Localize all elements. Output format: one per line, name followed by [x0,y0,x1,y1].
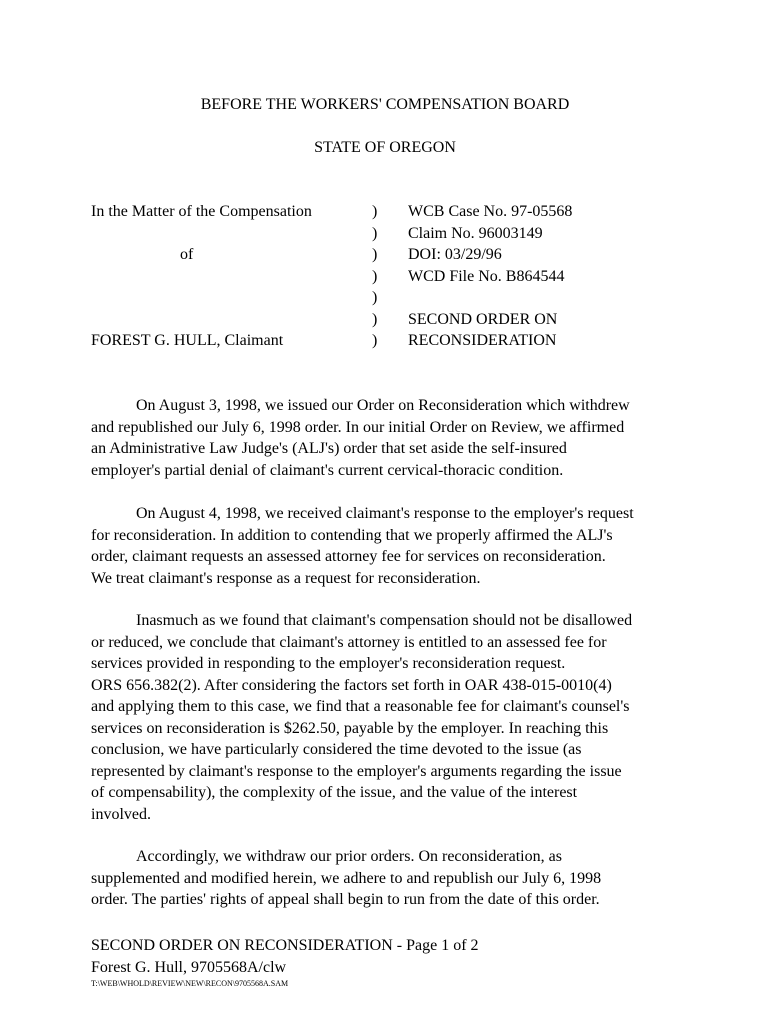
text-line: employer's partial denial of claimant's current cervical-thoracic condition. [91,461,564,479]
caption-paren: ) [372,267,378,285]
text-line: On August 4, 1998, we received claimant's response to the employer's request [136,505,634,522]
text-line: and applying them to this case, we find that a reasonable fee for claimant's counsel's [91,698,630,715]
text-line: conclusion, we have particularly considered the time devoted to the issue (as [91,741,582,758]
text-line: represented by claimant's response to the employer's arguments regarding the issue [91,762,622,780]
paragraph-4 [91,846,691,911]
case-info-block [408,201,572,352]
text-line: an Administrative Law Judge's (ALJ's) order that set aside the self-insured [91,440,567,457]
footer-page-label: SECOND ORDER ON RECONSIDERATION - Page 1 of 2 [91,937,479,954]
paragraph-1 [91,395,691,481]
caption-paren: ) [372,224,378,242]
board-heading: BEFORE THE WORKERS' COMPENSATION BOARD [200,96,570,113]
order-title-line-2: RECONSIDERATION [408,332,557,349]
footer-file-path: T:\WEB\WHOLD\REVIEW\NEW\RECON\9705568A.SAM [91,979,289,988]
wcd-file-number: WCD File No. B864544 [408,267,565,285]
paragraph-2 [91,503,691,589]
caption-paren: ) [372,289,378,306]
text-line: order. The parties' rights of appeal shall begin to run from the date of this order. [91,891,600,908]
caption-matter: In the Matter of the Compensation [91,203,312,220]
claim-number: Claim No. 96003149 [408,224,543,242]
caption-claimant: FOREST G. HULL, Claimant [91,332,284,349]
paragraph-3 [91,610,691,825]
text-line: of compensability), the complexity of the issue, and the value of the interest [91,784,578,801]
caption-divider [372,201,377,352]
caption-paren: ) [372,203,378,220]
text-line: ORS 656.382(2). After considering the factors set forth in OAR 438-015-0010(4) [91,676,612,694]
text-line: On August 3, 1998, we issued our Order on Reconsideration which withdrew [136,397,630,414]
caption-paren: ) [372,310,378,328]
text-line: and republished our July 6, 1998 order. In our initial Order on Review, we affirmed [91,418,625,436]
caption-of: of [180,246,194,263]
text-line: order, claimant requests an assessed attorney fee for services on reconsideration. [91,548,606,565]
caption-paren: ) [372,332,378,349]
page-footer [91,935,479,978]
text-line: services provided in responding to the employer's reconsideration request. [91,655,566,672]
text-line: Accordingly, we withdraw our prior orders. On reconsideration, as [136,848,562,865]
order-title-line-1: SECOND ORDER ON [408,310,558,328]
footer-case-line: Forest G. Hull, 9705568A/clw [91,958,287,976]
case-info-spacer [408,287,572,309]
date-of-injury: DOI: 03/29/96 [408,246,502,263]
text-line: services on reconsideration is $262.50, payable by the employer. In reaching this [91,719,609,737]
text-line: Inasmuch as we found that claimant's compensation should not be disallowed [136,612,633,629]
text-line: We treat claimant's response as a request for reconsideration. [91,569,481,587]
text-line: for reconsideration. In addition to contending that we properly affirmed the ALJ's [91,526,613,544]
wcb-case-number: WCB Case No. 97-05568 [408,203,573,220]
text-line: or reduced, we conclude that claimant's attorney is entitled to an assessed fee for [91,633,607,651]
text-line: involved. [91,805,151,823]
state-heading: STATE OF OREGON [314,139,456,156]
text-line: supplemented and modified herein, we adhere to and republish our July 6, 1998 [91,869,602,887]
caption-paren: ) [372,246,378,263]
